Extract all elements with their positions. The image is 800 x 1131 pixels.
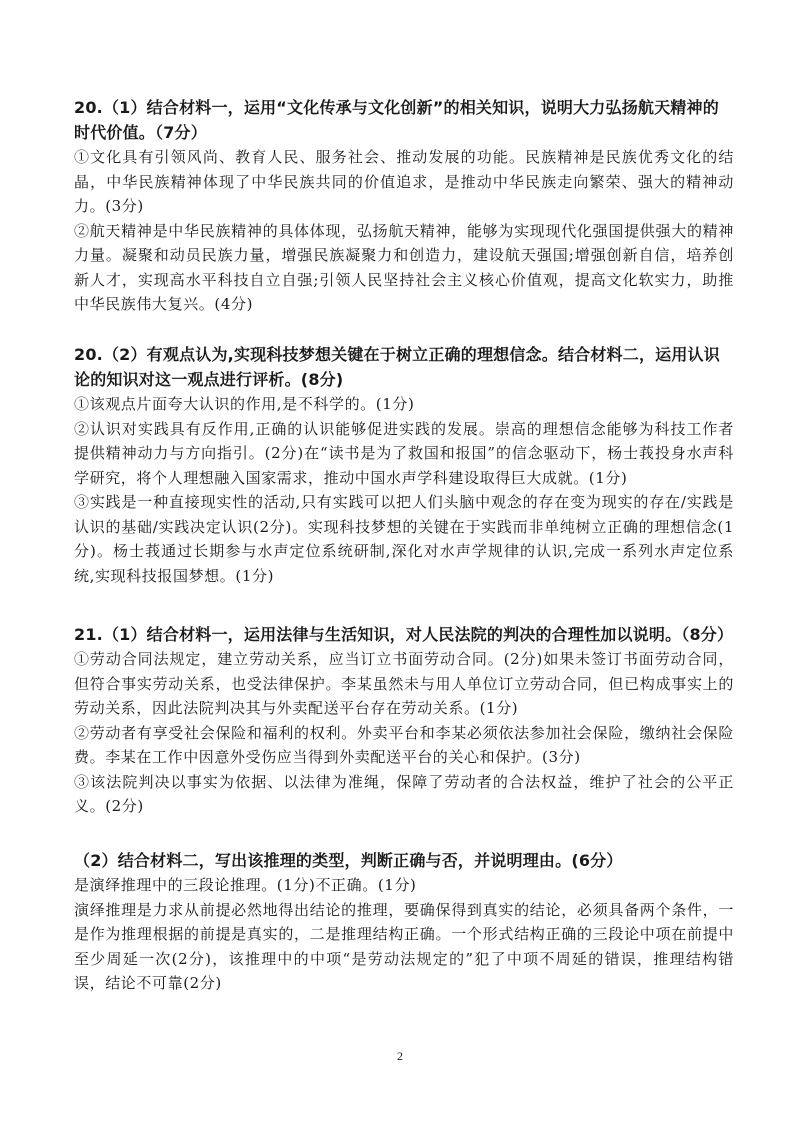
q20-1-point-1: ①文化具有引领风尚、教育人民、服务社会、推动发展的功能。民族精神是民族优秀文化的结晶，中华民族精神体现了中华民族共同的价值追求，是推动中华民族走向繁荣、强大的精神动力。(3分) <box>74 148 734 215</box>
q20-2-point-1: ①该观点片面夸大认识的作用,是不科学的。(1分) <box>74 395 415 413</box>
q21-1-point-3: ③该法院判决以事实为依据、以法律为准绳，保障了劳动者的合法权益，维护了社会的公平正义。(2分) <box>74 772 734 815</box>
q20-2-point-2: ②认识对实践具有反作用,正确的认识能够促进实践的发展。崇高的理想信念能够为科技工作者提供精神动力与方向指引。(2分)在“读书是为了救国和报国”的信念驱动下，杨士莪投身水声科学研究，将个人理想融入国家需求，推动中国水声学科建设取得巨大成就。(1分) <box>74 419 734 487</box>
q21-1-point-1: ①劳动合同法规定，建立劳动关系，应当订立书面劳动合同。(2分)如果未签订书面劳动合同，但符合事实劳动关系，也受法律保护。李某虽然未与用人单位订立劳动合同，但已构成事实上的劳动关系，因此法院判决其与外卖配送平台存在劳动关系。(1分) <box>74 650 734 717</box>
q21-2-point-1: 是演绎推理中的三段论推理。(1分)不正确。(1分) <box>74 876 417 894</box>
page-number: 2 <box>397 1049 403 1063</box>
q21-1-point-2: ②劳动者有享受社会保险和福利的权利。外卖平台和李某必须依法参加社会保险，缴纳社会保险费。李某在工作中因意外受伤应当得到外卖配送平台的关心和保护。(3分) <box>74 723 734 766</box>
q20-part2 <box>74 342 734 588</box>
q20-2-point-3: ③实践是一种直接现实性的活动,只有实践可以把人们头脑中观念的存在变为现实的存在/实践是认识的基础/实践决定认识(2分)。实现科技梦想的关键在于实践而非单纯树立正确的理想信念(1分)。杨士莪通过长期参与水声定位系统研制,深化对水声学规律的认识,完成一系列水声定位系统,实现科技报国梦想。(1分) <box>74 493 734 585</box>
q20-1-point-2: ②航天精神是中华民族精神的具体体现，弘扬航天精神，能够为实现现代化强国提供强大的精神力量。凝聚和动员民族力量，增强民族凝聚力和创造力，建设航天强国;增强创新自信，培养创新人才，实现高水平科技自立自强;引领人民坚持社会主义核心价值观，提高文化软实力，助推中华民族伟大复兴。(4分) <box>74 221 734 313</box>
q21-2-point-2: 演绎推理是力求从前提必然地得出结论的推理，要确保得到真实的结论，必须具备两个条件，一是作为推理根据的前提是真实的，二是推理结构正确。一个形式结构正确的三段论中项在前提中至少周延一次(2分)，该推理中的中项“是劳动法规定的”犯了中项不周延的错误，推理结构错误，结论不可靠(2分) <box>74 900 734 992</box>
q21-2-title: （2）结合材料二，写出该推理的类型，判断正确与否，并说明理由。(6分） <box>74 851 623 870</box>
q20-part1 <box>74 95 734 317</box>
q20-2-title: 20.（2）有观点认为,实现科技梦想关键在于树立正确的理想信念。结合材料二，运用认识论的知识对这一观点进行评析。(8分) <box>74 345 720 389</box>
q21-part1 <box>74 622 734 819</box>
q20-1-title: 20.（1）结合材料一，运用“文化传承与文化创新”的相关知识，说明大力弘扬航天精神的时代价值。（7分） <box>74 98 719 142</box>
q21-1-title: 21.（1）结合材料一，运用法律与生活知识，对人民法院的判决的合理性加以说明。（8分） <box>74 625 734 644</box>
q21-part2 <box>74 848 734 996</box>
